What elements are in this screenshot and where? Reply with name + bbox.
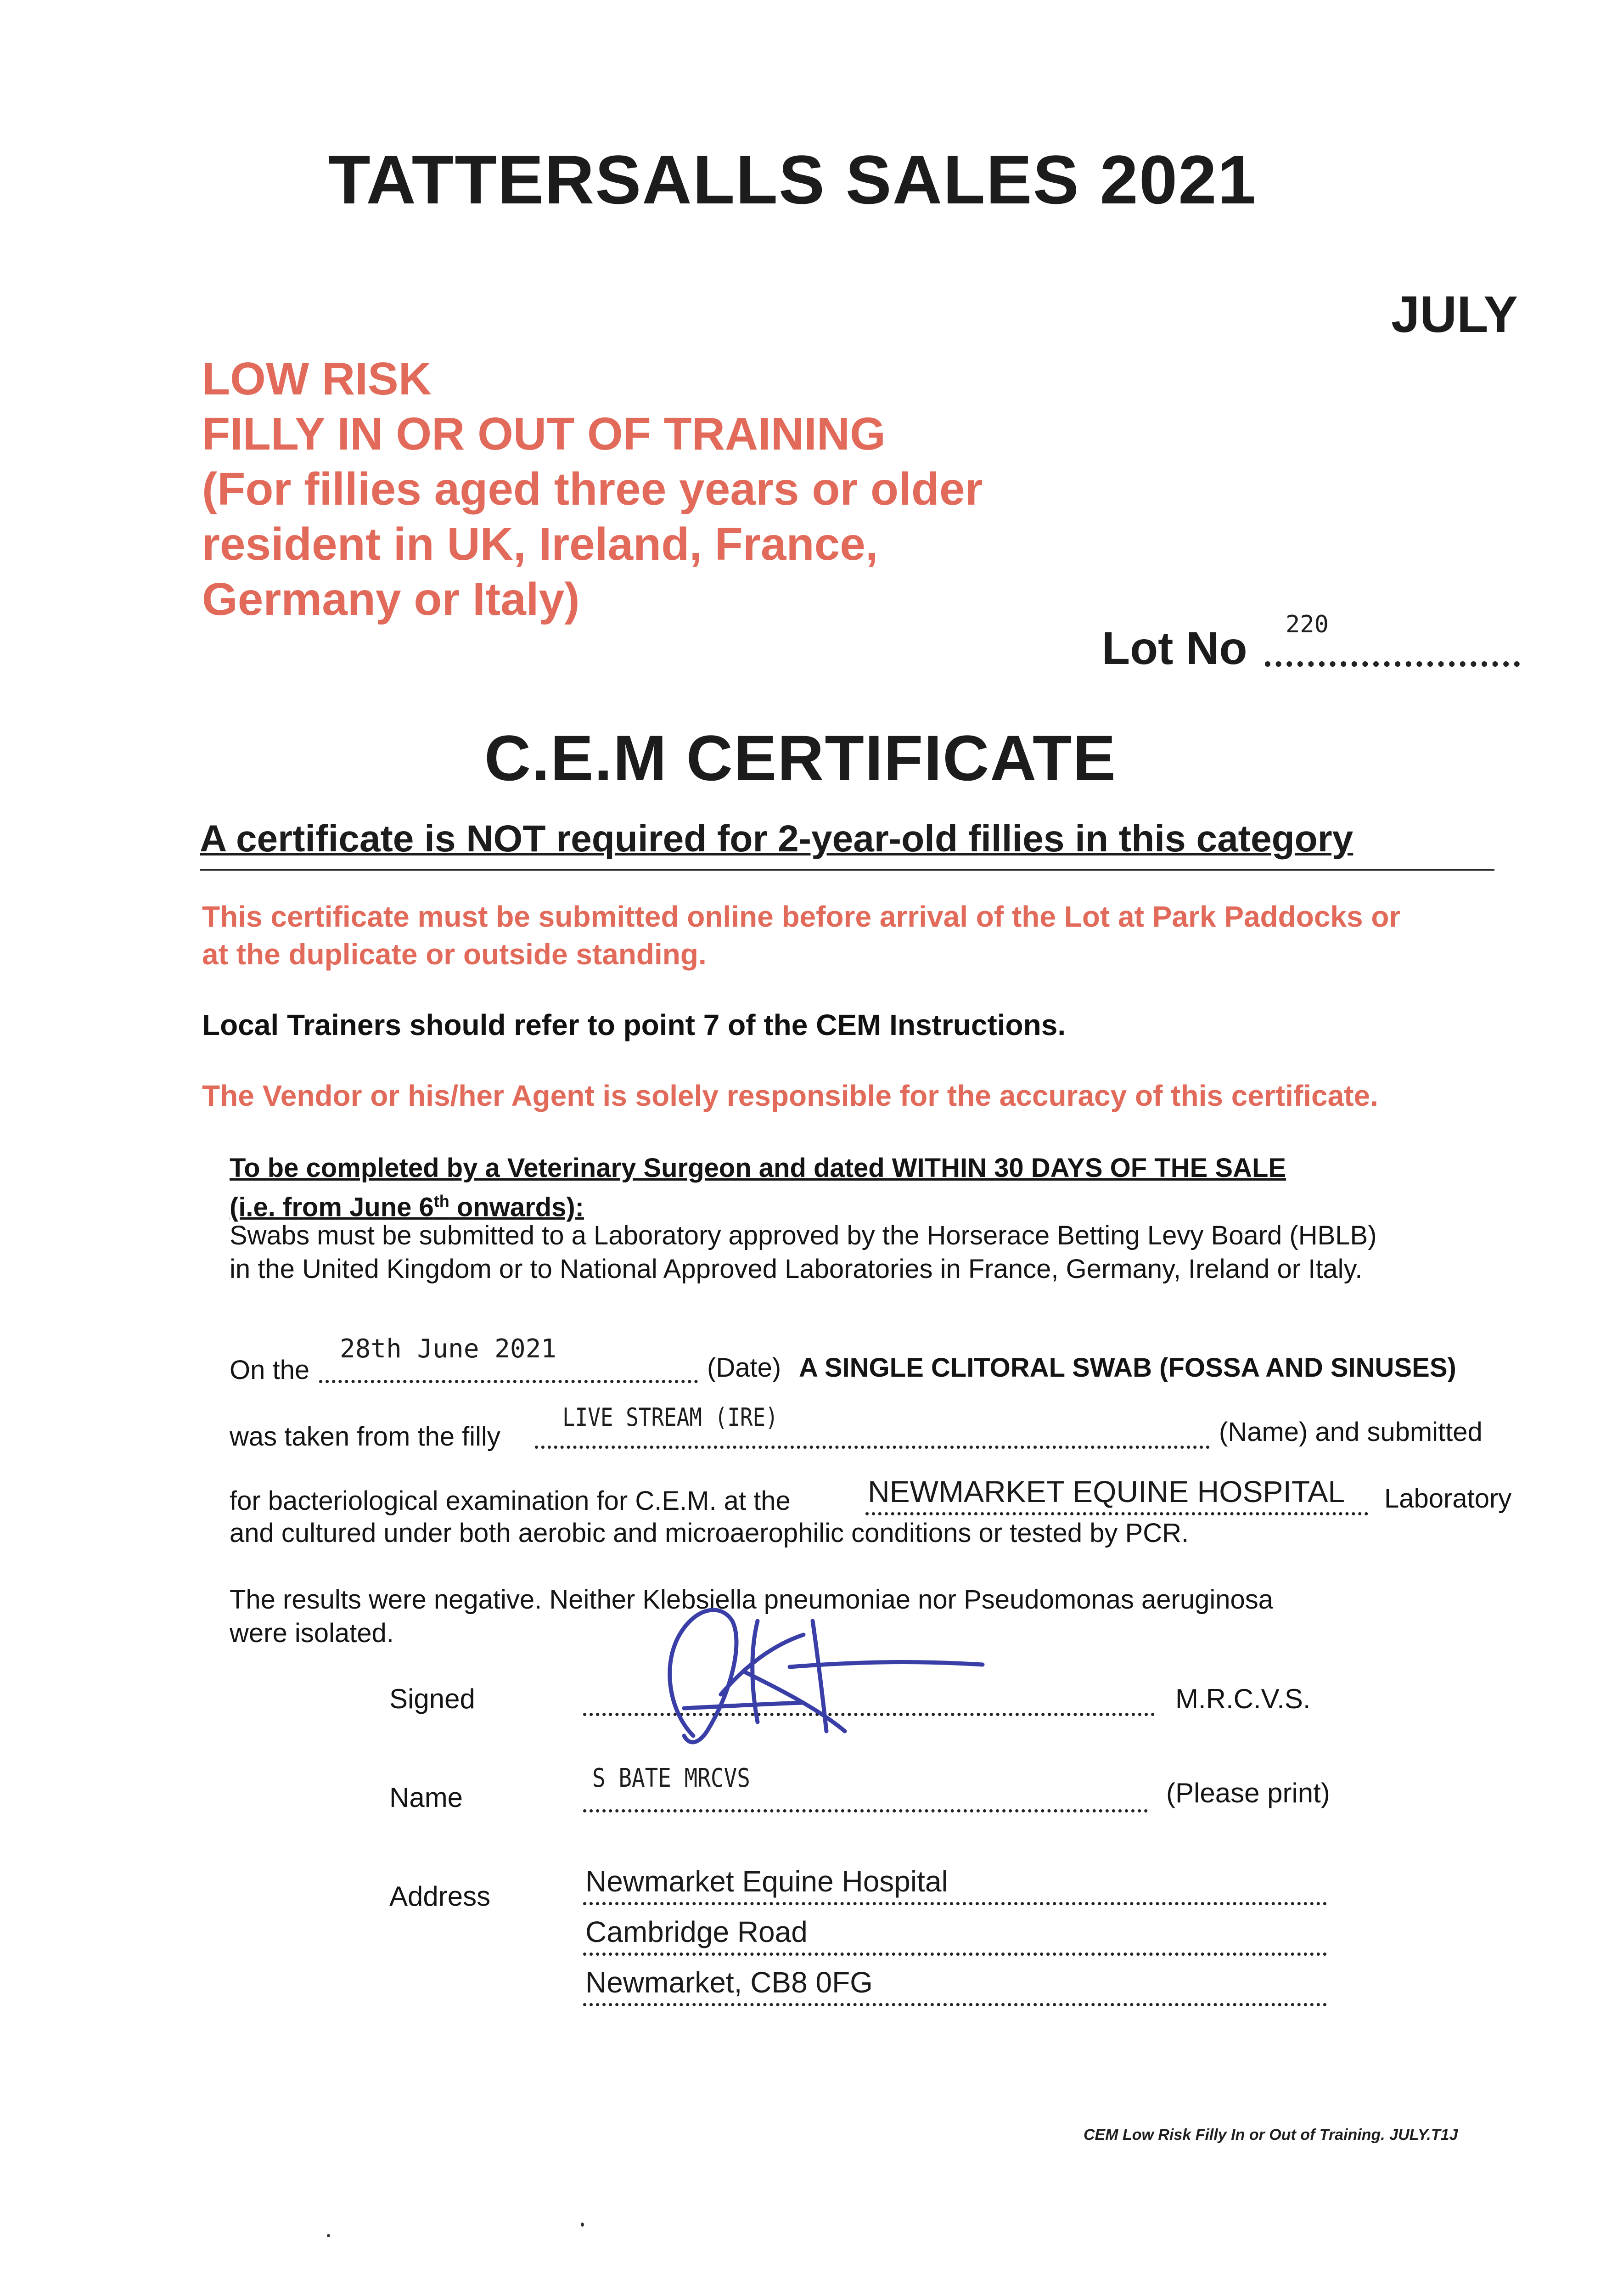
address-line-3: Newmarket, CB8 0FG xyxy=(585,1966,873,1999)
address-label: Address xyxy=(389,1881,491,1912)
submit-notice-line-1: This certificate must be submitted online before arrival of the Lot at Park Paddocks or xyxy=(202,900,1401,933)
name-label: Name xyxy=(389,1782,463,1813)
scan-speck xyxy=(327,2234,330,2237)
address-line-2: Cambridge Road xyxy=(585,1915,808,1948)
certificate-title: C.E.M CERTIFICATE xyxy=(484,722,1117,794)
date-range-suffix: onwards): xyxy=(449,1192,584,1222)
lot-label: Lot No xyxy=(1102,623,1247,674)
category-line-3: (For fillies aged three years or older xyxy=(202,463,983,515)
date-label: (Date) xyxy=(707,1353,781,1383)
signed-label: Signed xyxy=(389,1683,475,1714)
address-dotted-line-1 xyxy=(583,1902,1327,1905)
sale-month: JULY xyxy=(1391,286,1518,343)
vendor-responsibility-note: The Vendor or his/her Agent is solely responsible for the accuracy of this certificate. xyxy=(202,1079,1378,1112)
lot-dotted-line xyxy=(1265,661,1520,667)
address-dotted-line-3 xyxy=(583,2003,1327,2006)
date-range-prefix: (i.e. from June 6 xyxy=(230,1192,434,1222)
results-line-2: were isolated. xyxy=(230,1618,394,1648)
vet-instructions-heading: To be completed by a Veterinary Surgeon and dated WITHIN 30 DAYS OF THE SALE xyxy=(230,1153,1286,1183)
swabs-line-2: in the United Kingdom or to National Approved Laboratories in France, Germany, Ireland or Italy. xyxy=(230,1254,1363,1284)
taken-from-label: was taken from the filly xyxy=(230,1422,500,1452)
name-submitted-label: (Name) and submitted xyxy=(1219,1417,1483,1447)
date-dotted-line xyxy=(319,1380,698,1383)
laboratory-name-value: NEWMARKET EQUINE HOSPITAL xyxy=(868,1474,1345,1508)
handwritten-signature xyxy=(652,1593,1010,1759)
category-line-1: LOW RISK xyxy=(202,353,432,405)
submit-notice-line-2: at the duplicate or outside standing. xyxy=(202,938,707,971)
notice-rule xyxy=(200,869,1494,871)
document-title: TATTERSALLS SALES 2021 xyxy=(328,141,1257,218)
swab-date-value: 28th June 2021 xyxy=(340,1334,557,1364)
filly-dotted-line xyxy=(535,1446,1210,1449)
date-range-ordinal: th xyxy=(433,1192,449,1210)
mrcvs-label: M.R.C.V.S. xyxy=(1175,1683,1311,1714)
swab-description: A SINGLE CLITORAL SWAB (FOSSA AND SINUSES) xyxy=(799,1353,1456,1383)
not-required-notice: A certificate is NOT required for 2-year-old fillies in this category xyxy=(200,818,1353,860)
please-print-label: (Please print) xyxy=(1166,1778,1330,1808)
vet-name-value: S BATE MRCVS xyxy=(592,1763,750,1793)
category-line-2: FILLY IN OR OUT OF TRAINING xyxy=(202,408,886,460)
local-trainers-note: Local Trainers should refer to point 7 of the CEM Instructions. xyxy=(202,1008,1066,1041)
category-line-5: Germany or Italy) xyxy=(202,574,580,625)
form-reference: CEM Low Risk Filly In or Out of Training. JULY.T1J xyxy=(1084,2126,1458,2144)
exam-suffix: Laboratory xyxy=(1384,1484,1512,1514)
results-line-1: The results were negative. Neither Klebsiella pneumoniae nor Pseudomonas aeruginosa xyxy=(230,1585,1274,1615)
laboratory-dotted-line xyxy=(865,1512,1368,1515)
on-the-label: On the xyxy=(230,1355,310,1385)
cultured-text: and cultured under both aerobic and microaerophilic conditions or tested by PCR. xyxy=(230,1518,1189,1548)
exam-prefix: for bacteriological examination for C.E.M. at the xyxy=(230,1486,791,1516)
category-line-4: resident in UK, Ireland, France, xyxy=(202,518,878,570)
lot-number: 220 xyxy=(1286,611,1329,638)
swabs-line-1: Swabs must be submitted to a Laboratory approved by the Horserace Betting Levy Board (HBLB) xyxy=(230,1221,1377,1250)
address-line-1: Newmarket Equine Hospital xyxy=(585,1865,948,1898)
address-dotted-line-2 xyxy=(583,1953,1327,1956)
name-dotted-line xyxy=(583,1809,1148,1812)
filly-name-value: LIVE STREAM (IRE) xyxy=(562,1403,778,1432)
scan-speck xyxy=(581,2223,584,2227)
